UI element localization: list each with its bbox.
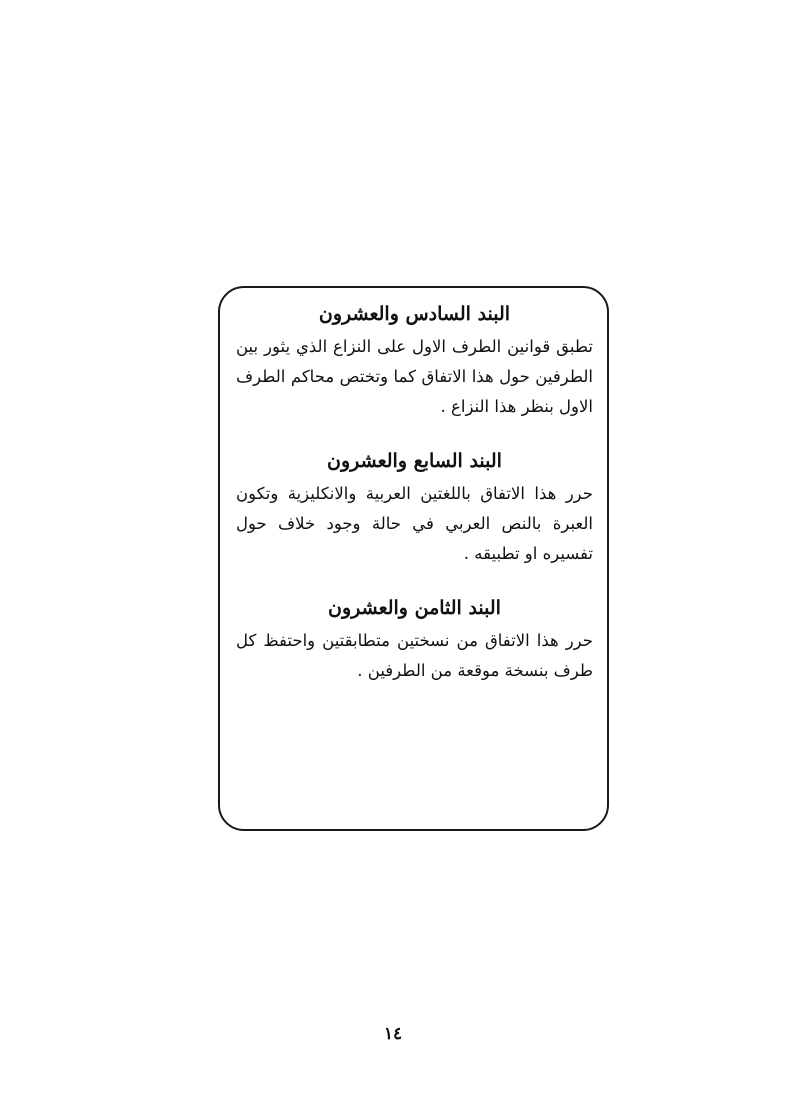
article-26-title: البند السادس والعشرون [318, 303, 511, 325]
article-27 [236, 443, 593, 569]
article-27-title: البند السابع والعشرون [327, 450, 502, 472]
article-28-title: البند الثامن والعشرون [328, 597, 501, 619]
document-content [236, 296, 593, 686]
article-26 [236, 296, 593, 422]
article-28-body: حرر هذا الاتفاق من نسختين متطابقتين واحتفظ كل طرف بنسخة موقعة من الطرفين . [236, 631, 593, 680]
article-28 [236, 590, 593, 686]
article-26-body: تطبق قوانين الطرف الاول على النزاع الذي يثور بين الطرفين حول هذا الاتفاق كما وتختص محاكم الطرف الاول بنظر هذا النزاع . [236, 337, 593, 416]
page-number: ١٤ [383, 1024, 403, 1044]
article-27-body: حرر هذا الاتفاق باللغتين العربية والانكليزية وتكون العبرة بالنص العربي في حالة وجود خلاف حول تفسيره او تطبيقه . [236, 484, 593, 563]
